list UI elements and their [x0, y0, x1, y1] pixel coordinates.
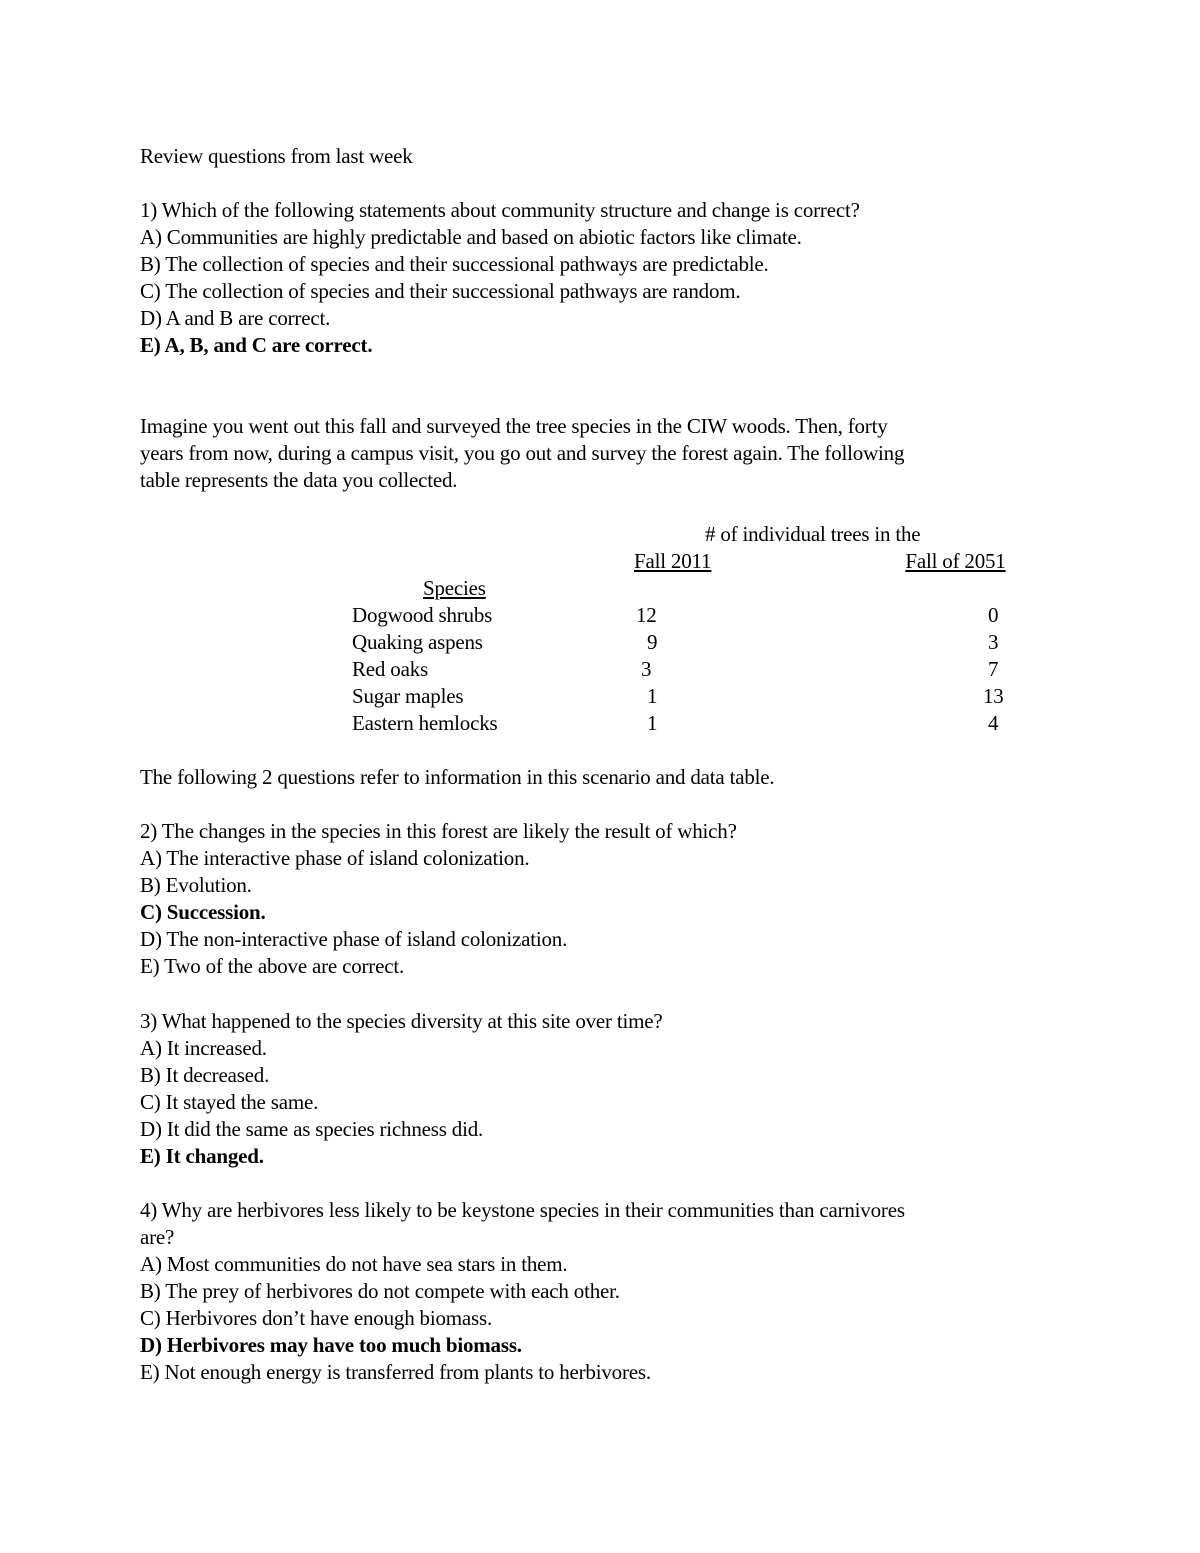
table-cell-species: Dogwood shrubs — [352, 603, 493, 627]
page-heading: Review questions from last week — [140, 144, 413, 168]
table-cell-species: Sugar maples — [352, 684, 464, 708]
table-cell-fall-2051: 7 — [988, 657, 999, 681]
q4-option-d-answer: D) Herbivores may have too much biomass. — [140, 1333, 522, 1357]
table-species-header: Species — [423, 576, 486, 600]
table-cell-fall-2011: 9 — [647, 630, 658, 654]
q2-stem: 2) The changes in the species in this forest are likely the result of which? — [140, 819, 737, 843]
q2-option-d: D) The non-interactive phase of island colonization. — [140, 927, 568, 951]
table-cell-fall-2011: 3 — [641, 657, 652, 681]
q3-option-a: A) It increased. — [140, 1036, 267, 1060]
q4-option-e: E) Not enough energy is transferred from plants to herbivores. — [140, 1360, 651, 1384]
q4-option-a: A) Most communities do not have sea stars in them. — [140, 1252, 568, 1276]
q2-option-c-answer: C) Succession. — [140, 900, 266, 924]
table-cell-fall-2011: 1 — [647, 684, 658, 708]
table-cell-species: Eastern hemlocks — [352, 711, 498, 735]
q3-option-b: B) It decreased. — [140, 1063, 270, 1087]
scenario-line-2: years from now, during a campus visit, you go out and survey the forest again. The following — [140, 441, 905, 465]
q4-stem-line-2: are? — [140, 1225, 175, 1249]
table-col-fall-2011: Fall 2011 — [634, 549, 712, 573]
table-cell-fall-2051: 3 — [988, 630, 999, 654]
q1-option-c: C) The collection of species and their successional pathways are random. — [140, 279, 741, 303]
table-column-headers — [634, 548, 1034, 575]
q3-option-d: D) It did the same as species richness did. — [140, 1117, 484, 1141]
q4-stem-line-1: 4) Why are herbivores less likely to be keystone species in their communities than carnivores — [140, 1198, 905, 1222]
q1-option-d: D) A and B are correct. — [140, 306, 331, 330]
q3-option-c: C) It stayed the same. — [140, 1090, 319, 1114]
q3-option-e-answer: E) It changed. — [140, 1144, 264, 1168]
refer-note: The following 2 questions refer to information in this scenario and data table. — [140, 765, 775, 789]
table-group-header: # of individual trees in the — [705, 522, 921, 546]
table-cell-fall-2051: 0 — [988, 603, 999, 627]
q4-option-c: C) Herbivores don’t have enough biomass. — [140, 1306, 493, 1330]
q3-stem: 3) What happened to the species diversity at this site over time? — [140, 1009, 663, 1033]
scenario-line-1: Imagine you went out this fall and surveyed the tree species in the CIW woods. Then, forty — [140, 414, 888, 438]
table-cell-species: Quaking aspens — [352, 630, 483, 654]
table-cell-fall-2011: 1 — [647, 711, 658, 735]
table-cell-fall-2051: 13 — [983, 684, 1004, 708]
table-cell-species: Red oaks — [352, 657, 428, 681]
q1-option-e-answer: E) A, B, and C are correct. — [140, 333, 373, 357]
q4-option-b: B) The prey of herbivores do not compete with each other. — [140, 1279, 620, 1303]
q1-option-a: A) Communities are highly predictable and based on abiotic factors like climate. — [140, 225, 802, 249]
table-col-fall-2051: Fall of 2051 — [905, 549, 1006, 573]
q2-option-a: A) The interactive phase of island colonization. — [140, 846, 530, 870]
scenario-line-3: table represents the data you collected. — [140, 468, 458, 492]
q2-option-b: B) Evolution. — [140, 873, 252, 897]
q2-option-e: E) Two of the above are correct. — [140, 954, 405, 978]
table-cell-fall-2011: 12 — [636, 603, 657, 627]
table-cell-fall-2051: 4 — [988, 711, 999, 735]
q1-option-b: B) The collection of species and their successional pathways are predictable. — [140, 252, 769, 276]
q1-stem: 1) Which of the following statements about community structure and change is correct? — [140, 198, 860, 222]
